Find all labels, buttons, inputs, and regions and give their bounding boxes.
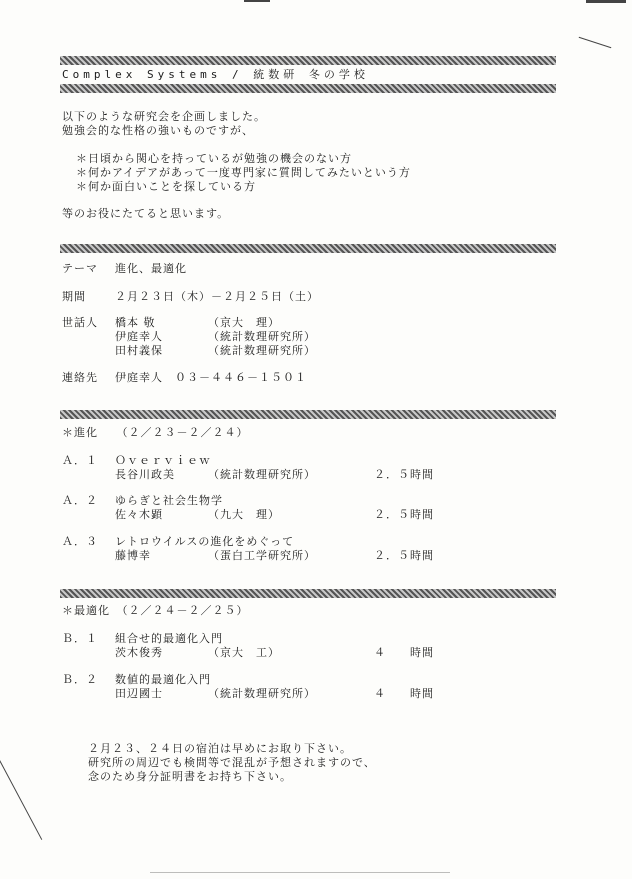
item-speaker: 藤博幸 bbox=[115, 549, 151, 562]
organizers-label: 世話人 bbox=[62, 316, 98, 329]
organizer-name: 田村義保 bbox=[115, 344, 163, 357]
item-duration: ２．５時間 bbox=[374, 549, 434, 562]
scan-mark-left bbox=[0, 760, 42, 840]
organizer-name: 橋本 敬 bbox=[115, 316, 156, 329]
organizer-name: 伊庭幸人 bbox=[115, 330, 163, 343]
theme-value: 進化、最適化 bbox=[115, 262, 187, 275]
organizer-affiliation: （統計数理研究所） bbox=[208, 330, 316, 343]
item-duration: ２．５時間 bbox=[374, 468, 434, 481]
item-number: Ａ．３ bbox=[62, 535, 98, 548]
scan-mark-top bbox=[244, 0, 270, 2]
period-label: 期間 bbox=[62, 290, 86, 303]
section-heading-optimization: ＊最適化 （２／２４－２／２５） bbox=[62, 604, 249, 617]
item-affiliation: （統計数理研究所） bbox=[208, 687, 316, 700]
note-line-1: ２月２３、２４日の宿泊は早めにお取り下さい。 bbox=[88, 742, 352, 755]
item-speaker: 佐々木顕 bbox=[115, 508, 163, 521]
scan-mark-corner bbox=[586, 0, 626, 3]
intro-line-1: 以下のような研究会を企画しました。 bbox=[62, 110, 266, 123]
item-number: Ａ．１ bbox=[62, 454, 98, 467]
section-heading-evolution: ＊進化 （２／２３－２／２４） bbox=[62, 426, 249, 439]
item-affiliation: （蛋白工学研究所） bbox=[208, 549, 316, 562]
note-line-3: 念のため身分証明書をお持ち下さい。 bbox=[88, 770, 292, 783]
item-title: レトロウイルスの進化をめぐって bbox=[115, 535, 295, 548]
scan-mark-right bbox=[579, 37, 612, 48]
organizer-affiliation: （統計数理研究所） bbox=[208, 344, 316, 357]
organizer-affiliation: （京大 理） bbox=[208, 316, 280, 329]
item-number: Ａ．２ bbox=[62, 494, 98, 507]
item-title: 数値的最適化入門 bbox=[115, 673, 211, 686]
intro-line-2: 勉強会的な性格の強いものですが、 bbox=[62, 124, 254, 137]
item-speaker: 茨木俊秀 bbox=[115, 646, 163, 659]
item-title: 組合せ的最適化入門 bbox=[115, 632, 223, 645]
item-speaker: 田辺國士 bbox=[115, 687, 163, 700]
item-affiliation: （統計数理研究所） bbox=[208, 468, 316, 481]
divider-bar-top bbox=[60, 56, 556, 65]
item-title: Ｏｖｅｒｖｉｅｗ bbox=[115, 454, 211, 467]
item-title: ゆらぎと社会生物学 bbox=[115, 494, 223, 507]
intro-bullet-2: ＊何かアイデアがあって一度専門家に質問してみたいという方 bbox=[76, 166, 411, 179]
item-duration: ２．５時間 bbox=[374, 508, 434, 521]
intro-closing: 等のお役にたてると思います。 bbox=[62, 207, 230, 220]
intro-bullet-3: ＊何か面白いことを探している方 bbox=[76, 180, 256, 193]
divider-bar-info bbox=[60, 244, 556, 253]
contact-label: 連絡先 bbox=[62, 371, 98, 384]
divider-bar-optimization bbox=[60, 589, 556, 598]
page-title: Complex Systems / 統数研 冬の学校 bbox=[62, 68, 369, 81]
scan-mark-bottom bbox=[150, 872, 450, 873]
intro-bullet-1: ＊日頃から関心を持っているが勉強の機会のない方 bbox=[76, 152, 352, 165]
item-duration: ４ 時間 bbox=[374, 646, 434, 659]
item-duration: ４ 時間 bbox=[374, 687, 434, 700]
item-affiliation: （九大 理） bbox=[208, 508, 280, 521]
contact-value: 伊庭幸人 ０３－４４６－１５０１ bbox=[115, 371, 307, 384]
period-value: ２月２３日（木）－２月２５日（土） bbox=[115, 290, 319, 303]
divider-bar-header bbox=[60, 84, 556, 93]
theme-label: テーマ bbox=[62, 262, 98, 275]
divider-bar-evolution bbox=[60, 410, 556, 419]
item-affiliation: （京大 工） bbox=[208, 646, 280, 659]
item-number: Ｂ．２ bbox=[62, 673, 98, 686]
item-number: Ｂ．１ bbox=[62, 632, 98, 645]
item-speaker: 長谷川政美 bbox=[115, 468, 175, 481]
note-line-2: 研究所の周辺でも検問等で混乱が予想されますので、 bbox=[88, 756, 376, 769]
